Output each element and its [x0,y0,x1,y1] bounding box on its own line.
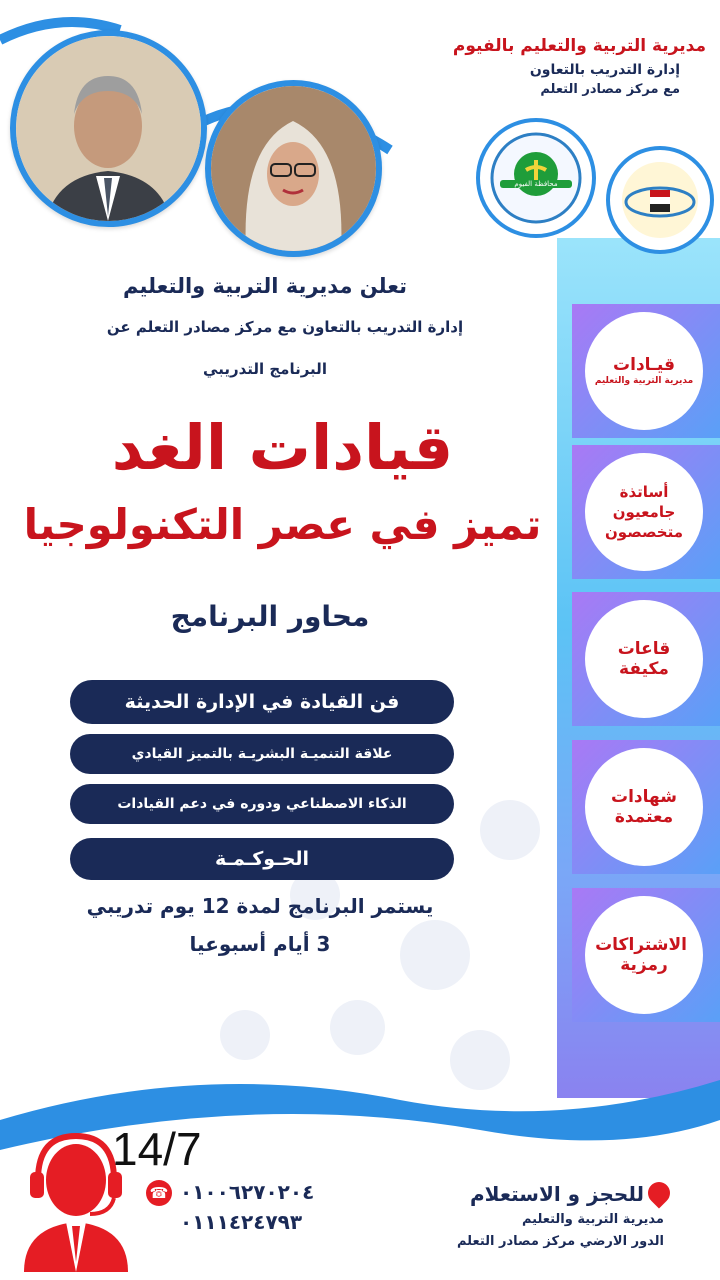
phone-number-1[interactable]: ٠١٠٠٦٢٧٠٢٠٤ [180,1180,315,1204]
portrait-woman [205,80,382,257]
event-date: 14/7 [112,1123,202,1175]
axis-item: الذكاء الاصطناعي ودوره في دعم القيادات [70,784,454,824]
decor-bubble [220,1010,270,1060]
feature-leaders [585,312,703,430]
dept-line: إدارة التدريب بالتعاون [529,62,680,78]
decor-bubble [330,1000,385,1055]
feature-fees-title: الاشتراكات رمزية [595,935,687,975]
portrait-woman-image [211,86,376,251]
feature-certificates [585,748,703,866]
training-dept-logo-emblem [480,122,592,234]
feature-certificates-title: شهادات معتمدة [611,787,677,827]
org-title: مديرية التربية والتعليم بالفيوم [452,36,706,56]
learning-center-logo [606,146,714,254]
training-dept-logo [476,118,596,238]
portrait-man [10,30,207,227]
axis-item: فن القيادة في الإدارة الحديثة [70,680,454,724]
announcement-line2: إدارة التدريب بالتعاون مع مركز مصادر التعلم عن [106,318,464,336]
portrait-man-image [16,36,201,221]
announcement-line3: البرنامج التدريبي [203,360,327,378]
feature-leaders-sub: مديرية التربية والتعليم [594,376,694,386]
program-subtitle: تميز في عصر التكنولوجيا [23,500,542,549]
feature-fees [585,896,703,1014]
axis-item: الحـوكـمـة [70,838,454,880]
announcement-line1: تعلن مديرية التربية والتعليم [123,274,407,298]
phone-icon: ☎ [146,1180,172,1206]
feature-halls-title: قاعات مكيفة [617,639,671,679]
decor-bubble [400,920,470,990]
decor-bubble [480,800,540,860]
address-line2: الدور الارضي مركز مصادر التعلم [456,1234,664,1249]
weekly-line: 3 أيام أسبوعيا [189,932,331,956]
duration-line: يستمر البرنامج لمدة 12 يوم تدريبي [86,894,434,918]
feature-halls [585,600,703,718]
booking-title: للحجز و الاستعلام [469,1182,644,1206]
feature-professors [585,453,703,571]
feature-leaders-title: قيـادات [613,355,675,375]
phone-number-2[interactable]: ٠١١١٤٢٤٧٩٣ [180,1210,303,1234]
axes-heading: محاور البرنامج [170,600,370,633]
learning-center-logo-emblem [610,150,710,250]
training-dept-logo-label: محافظة الفيوم [500,180,572,188]
partner-line: مع مركز مصادر التعلم [540,82,680,97]
axis-item: علاقة التنميـة البشريـة بالتميز القيادي [70,734,454,774]
address-line1: مديرية التربية والتعليم [521,1212,664,1227]
feature-professors-title: أساتذة جامعيون متخصصون [605,483,683,541]
program-title: قيادات الغد [111,411,454,484]
